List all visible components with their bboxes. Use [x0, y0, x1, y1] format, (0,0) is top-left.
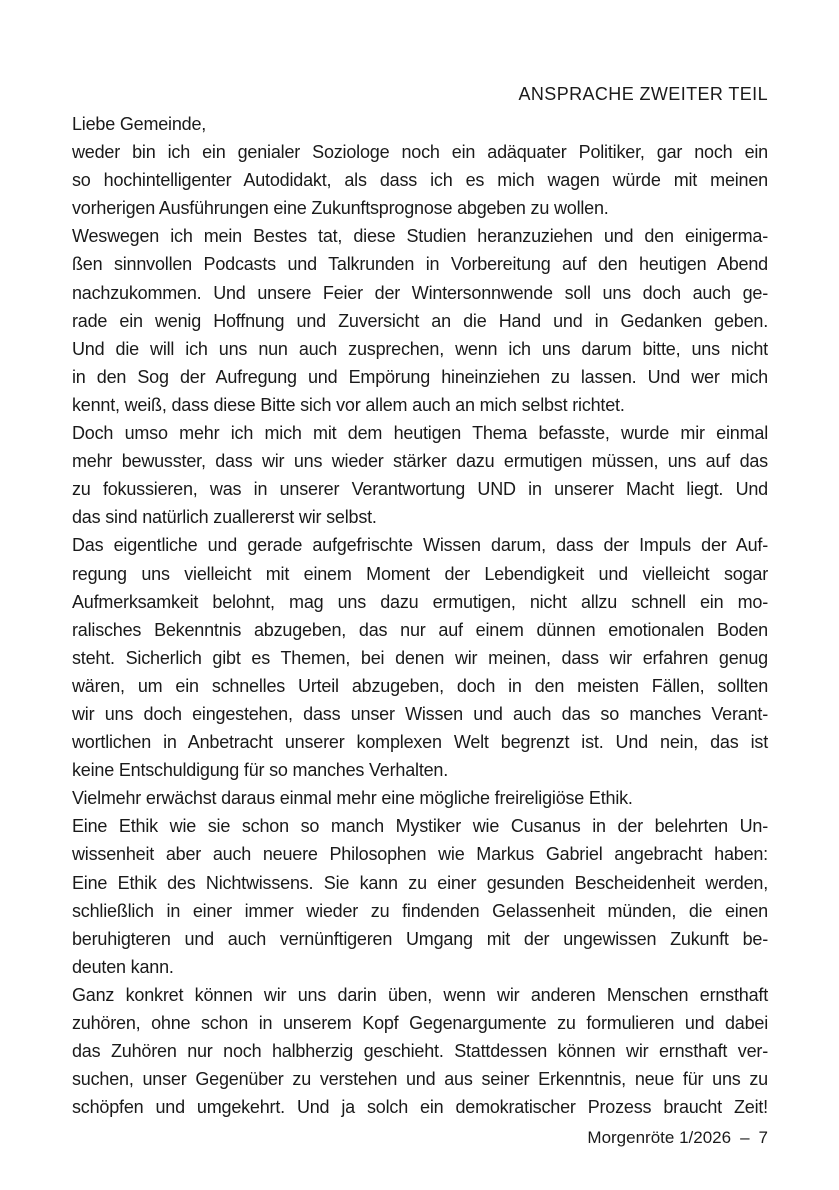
publication-title: Morgenröte 1/2026 — [587, 1128, 732, 1147]
text-line: schöpfen und umgekehrt. Und ja solch ein demokratischer Prozess braucht Zeit! — [72, 1097, 768, 1118]
text-line: Aufmerksamkeit belohnt, mag uns dazu ermutigen, nicht allzu schnell ein mo- — [72, 591, 768, 612]
text-line: das sind natürlich zuallererst wir selbst. — [72, 507, 377, 528]
text-line: deuten kann. — [72, 956, 174, 977]
text-line: ralisches Bekenntnis abzugeben, das nur auf einem dünnen emotionalen Boden — [72, 619, 768, 640]
text-line: wären, um ein schnelles Urteil abzugeben, doch in den meisten Fällen, sollten — [72, 675, 768, 696]
text-line: zuhören, ohne schon in unserem Kopf Gegenargumente zu formulieren und dabei — [72, 1013, 768, 1033]
footer-separator: – — [740, 1128, 750, 1147]
text-line: Liebe Gemeinde, — [72, 114, 207, 134]
text-line: rade ein wenig Hoffnung und Zuversicht an die Hand und in Gedanken geben. — [72, 310, 768, 331]
page-number: 7 — [758, 1128, 768, 1147]
text-line: kennt, weiß, dass diese Bitte sich vor allem auch an mich selbst richtet. — [72, 394, 625, 415]
section-heading: ANSPRACHE ZWEITER TEIL — [518, 84, 768, 104]
text-line: steht. Sicherlich gibt es Themen, bei denen wir meinen, dass wir erfahren genug — [72, 647, 768, 668]
body-text — [72, 110, 768, 1121]
text-line: Eine Ethik des Nichtwissens. Sie kann zu einer gesunden Bescheidenheit werden, — [72, 872, 768, 893]
text-line: keine Entschuldigung für so manches Verhalten. — [72, 760, 449, 781]
paragraph — [72, 981, 768, 1121]
paragraph — [72, 531, 768, 784]
paragraph — [72, 784, 768, 812]
text-line: Eine Ethik wie sie schon so manch Mystiker wie Cusanus in der belehrten Un- — [72, 816, 768, 837]
text-line: zu fokussieren, was in unserer Verantwortung UND in unserer Macht liegt. Und — [72, 479, 768, 500]
text-line: wissenheit aber auch neuere Philosophen wie Markus Gabriel angebracht haben: — [72, 844, 768, 865]
text-line: nachzukommen. Und unsere Feier der Wintersonnwende soll uns doch auch ge- — [72, 282, 768, 303]
paragraph — [72, 138, 768, 222]
text-line: Und die will ich uns nun auch zusprechen, wenn ich uns darum bitte, uns nicht — [72, 338, 768, 359]
text-line: mehr bewusster, dass wir uns wieder stärker dazu ermutigen müssen, uns auf das — [72, 451, 768, 472]
text-line: regung uns vielleicht mit einem Moment der Lebendigkeit und vielleicht sogar — [72, 563, 768, 584]
text-line: weder bin ich ein genialer Soziologe noch ein adäquater Politiker, gar noch ein — [72, 142, 768, 163]
paragraph — [72, 812, 768, 981]
text-line: in den Sog der Aufregung und Empörung hineinziehen zu lassen. Und wer mich — [72, 366, 768, 387]
text-line: so hochintelligenter Autodidakt, als dass ich es mich wagen würde mit meinen — [72, 170, 768, 191]
text-line: schließlich in einer immer wieder zu findenden Gelassenheit münden, die einen — [72, 900, 768, 921]
text-line: wortlichen in Anbetracht unserer komplexen Welt begrenzt ist. Und nein, das ist — [72, 732, 768, 753]
page-footer — [72, 1124, 768, 1152]
text-line: Doch umso mehr ich mich mit dem heutigen Thema befasste, wurde mir einmal — [72, 423, 768, 444]
text-line: vorherigen Ausführungen eine Zukunftsprognose abgeben zu wollen. — [72, 198, 609, 219]
text-line: das Zuhören nur noch halbherzig geschieht. Stattdessen können wir ernsthaft ver- — [72, 1041, 768, 1062]
text-line: ßen sinnvollen Podcasts und Talkrunden in Vorbereitung auf den heutigen Abend — [72, 254, 768, 275]
text-line: Vielmehr erwächst daraus einmal mehr eine mögliche freireligiöse Ethik. — [72, 788, 633, 809]
text-line: Ganz konkret können wir uns darin üben, wenn wir anderen Menschen ernsthaft — [72, 984, 768, 1005]
text-line: suchen, unser Gegenüber zu verstehen und aus seiner Erkenntnis, neue für uns zu — [72, 1069, 768, 1090]
paragraph — [72, 419, 768, 531]
text-line: wir uns doch eingestehen, dass unser Wissen und auch das so manches Verant- — [72, 703, 768, 724]
text-line: Das eigentliche und gerade aufgefrischte Wissen darum, dass der Impuls der Auf- — [72, 535, 768, 556]
paragraph — [72, 222, 768, 419]
paragraph — [72, 110, 768, 138]
text-line: beruhigteren und auch vernünftigeren Umgang mit der ungewissen Zukunft be- — [72, 928, 768, 949]
text-line: Weswegen ich mein Bestes tat, diese Studien heranzuziehen und den einigerma- — [72, 226, 768, 247]
